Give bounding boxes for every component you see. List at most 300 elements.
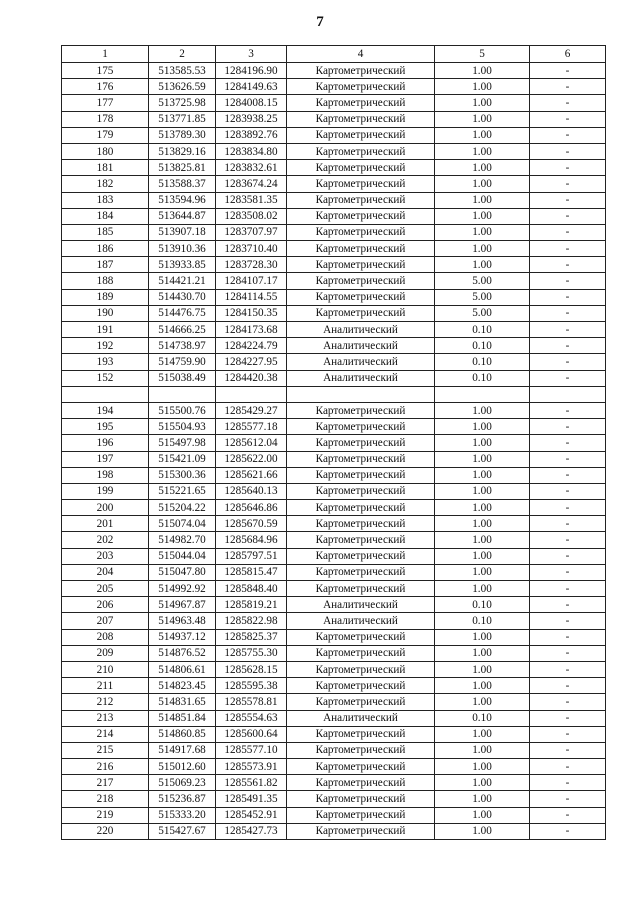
table-cell: Картометрический xyxy=(287,273,435,289)
table-cell: - xyxy=(530,823,606,839)
table-row xyxy=(62,645,606,661)
table-row xyxy=(62,726,606,742)
table-cell: Аналитический xyxy=(287,354,435,370)
table-cell: Картометрический xyxy=(287,160,435,176)
table-cell: 1284420.38 xyxy=(216,370,287,386)
table-cell: 1.00 xyxy=(435,791,530,807)
table-cell: Картометрический xyxy=(287,143,435,159)
table-cell: 1283581.35 xyxy=(216,192,287,208)
group-separator-row xyxy=(62,386,606,402)
table-cell: 1283674.24 xyxy=(216,176,287,192)
table-cell: 1285848.40 xyxy=(216,581,287,597)
table-cell: 0.10 xyxy=(435,370,530,386)
table-cell: Картометрический xyxy=(287,176,435,192)
table-cell: 514860.85 xyxy=(149,726,216,742)
table-row xyxy=(62,467,606,483)
table-cell: 176 xyxy=(62,79,149,95)
table-cell: 1.00 xyxy=(435,160,530,176)
table-cell: 1.00 xyxy=(435,516,530,532)
table-cell: Картометрический xyxy=(287,224,435,240)
table-cell: 1285427.73 xyxy=(216,823,287,839)
table-cell: 1.00 xyxy=(435,111,530,127)
table-row xyxy=(62,143,606,159)
table-row xyxy=(62,661,606,677)
table-cell: - xyxy=(530,338,606,354)
table-cell: 1285684.96 xyxy=(216,532,287,548)
empty-cell xyxy=(62,386,149,402)
table-cell: 5.00 xyxy=(435,273,530,289)
table-cell: 1285600.64 xyxy=(216,726,287,742)
table-cell: 1285429.27 xyxy=(216,402,287,418)
table-row xyxy=(62,419,606,435)
table-row xyxy=(62,564,606,580)
table-cell: 1285452.91 xyxy=(216,807,287,823)
table-cell: 1.00 xyxy=(435,661,530,677)
table-cell: 1.00 xyxy=(435,176,530,192)
table-cell: 514666.25 xyxy=(149,322,216,338)
table-cell: Картометрический xyxy=(287,127,435,143)
table-cell: 182 xyxy=(62,176,149,192)
table-cell: 212 xyxy=(62,694,149,710)
table-cell: - xyxy=(530,710,606,726)
table-cell: 0.10 xyxy=(435,613,530,629)
table-cell: - xyxy=(530,759,606,775)
table-cell: Картометрический xyxy=(287,419,435,435)
table-cell: 1283508.02 xyxy=(216,208,287,224)
table-row xyxy=(62,629,606,645)
table-row xyxy=(62,791,606,807)
table-cell: 1283728.30 xyxy=(216,257,287,273)
table-cell: - xyxy=(530,726,606,742)
table-cell: 1.00 xyxy=(435,402,530,418)
table-row xyxy=(62,451,606,467)
table-cell: 179 xyxy=(62,127,149,143)
table-cell: 1.00 xyxy=(435,241,530,257)
table-cell: Картометрический xyxy=(287,111,435,127)
table-cell: 1284173.68 xyxy=(216,322,287,338)
table-cell: 515038.49 xyxy=(149,370,216,386)
table-cell: Картометрический xyxy=(287,451,435,467)
table-cell: 204 xyxy=(62,564,149,580)
table-cell: - xyxy=(530,807,606,823)
table-cell: - xyxy=(530,224,606,240)
table-cell: 5.00 xyxy=(435,305,530,321)
coordinates-table xyxy=(61,45,606,840)
table-row xyxy=(62,694,606,710)
table-cell: 514982.70 xyxy=(149,532,216,548)
table-cell: 1284008.15 xyxy=(216,95,287,111)
table-row xyxy=(62,338,606,354)
table-cell: 1285621.66 xyxy=(216,467,287,483)
table-cell: 1.00 xyxy=(435,224,530,240)
table-cell: 1.00 xyxy=(435,548,530,564)
table-cell: 515300.36 xyxy=(149,467,216,483)
table-cell: 1.00 xyxy=(435,678,530,694)
table-cell: 1.00 xyxy=(435,467,530,483)
table-cell: - xyxy=(530,597,606,613)
table-cell: - xyxy=(530,419,606,435)
table-cell: 515497.98 xyxy=(149,435,216,451)
table-cell: 515500.76 xyxy=(149,402,216,418)
table-cell: 206 xyxy=(62,597,149,613)
table-cell: Картометрический xyxy=(287,678,435,694)
header-cell: 2 xyxy=(149,46,216,63)
table-cell: 185 xyxy=(62,224,149,240)
table-cell: 1.00 xyxy=(435,192,530,208)
table-cell: Картометрический xyxy=(287,645,435,661)
table-cell: 189 xyxy=(62,289,149,305)
table-cell: 513829.16 xyxy=(149,143,216,159)
table-cell: Картометрический xyxy=(287,63,435,79)
page-number: 7 xyxy=(316,14,324,30)
table-cell: 1284149.63 xyxy=(216,79,287,95)
table-cell: 1284114.55 xyxy=(216,289,287,305)
table-cell: Картометрический xyxy=(287,516,435,532)
table-cell: - xyxy=(530,160,606,176)
table-header-row xyxy=(62,46,606,63)
table-row xyxy=(62,192,606,208)
table-cell: 1285561.82 xyxy=(216,775,287,791)
table-row xyxy=(62,370,606,386)
table-cell: 515074.04 xyxy=(149,516,216,532)
table-row xyxy=(62,548,606,564)
table-cell: 1.00 xyxy=(435,581,530,597)
table-row xyxy=(62,775,606,791)
table-row xyxy=(62,95,606,111)
table-cell: Аналитический xyxy=(287,370,435,386)
table-cell: 513933.85 xyxy=(149,257,216,273)
table-cell: 215 xyxy=(62,742,149,758)
table-cell: 514917.68 xyxy=(149,742,216,758)
table-row xyxy=(62,241,606,257)
table-row xyxy=(62,483,606,499)
table-row xyxy=(62,613,606,629)
empty-cell xyxy=(216,386,287,402)
table-cell: 1.00 xyxy=(435,95,530,111)
table-cell: 0.10 xyxy=(435,338,530,354)
table-cell: - xyxy=(530,79,606,95)
table-cell: - xyxy=(530,176,606,192)
table-cell: 513585.53 xyxy=(149,63,216,79)
table-cell: 1.00 xyxy=(435,823,530,839)
table-cell: 1285670.59 xyxy=(216,516,287,532)
table-cell: 514738.97 xyxy=(149,338,216,354)
table-cell: - xyxy=(530,629,606,645)
table-cell: 194 xyxy=(62,402,149,418)
table-cell: 514967.87 xyxy=(149,597,216,613)
table-cell: 1285573.91 xyxy=(216,759,287,775)
table-cell: 1285577.18 xyxy=(216,419,287,435)
table-cell: Аналитический xyxy=(287,597,435,613)
table-cell: 514759.90 xyxy=(149,354,216,370)
table-cell: 199 xyxy=(62,483,149,499)
table-cell: 210 xyxy=(62,661,149,677)
table-cell: Картометрический xyxy=(287,581,435,597)
table-cell: 1.00 xyxy=(435,629,530,645)
table-cell: 1284196.90 xyxy=(216,63,287,79)
table-cell: 514992.92 xyxy=(149,581,216,597)
table-cell: - xyxy=(530,532,606,548)
table-cell: 515421.09 xyxy=(149,451,216,467)
table-cell: Картометрический xyxy=(287,726,435,742)
table-cell: 0.10 xyxy=(435,354,530,370)
table-row xyxy=(62,176,606,192)
table-cell: 187 xyxy=(62,257,149,273)
table-cell: Картометрический xyxy=(287,289,435,305)
table-cell: 177 xyxy=(62,95,149,111)
table-cell: - xyxy=(530,241,606,257)
table-row xyxy=(62,257,606,273)
header-cell: 3 xyxy=(216,46,287,63)
header-cell: 6 xyxy=(530,46,606,63)
table-row xyxy=(62,354,606,370)
table-cell: 1.00 xyxy=(435,451,530,467)
table-cell: 200 xyxy=(62,500,149,516)
table-cell: 1.00 xyxy=(435,694,530,710)
table-cell: - xyxy=(530,370,606,386)
table-cell: 514851.84 xyxy=(149,710,216,726)
table-cell: 513910.36 xyxy=(149,241,216,257)
table-cell: 513789.30 xyxy=(149,127,216,143)
table-cell: 1.00 xyxy=(435,726,530,742)
table-cell: 1285755.30 xyxy=(216,645,287,661)
table-row xyxy=(62,305,606,321)
table-cell: Картометрический xyxy=(287,759,435,775)
table-cell: 197 xyxy=(62,451,149,467)
table-cell: 1285797.51 xyxy=(216,548,287,564)
header-cell: 1 xyxy=(62,46,149,63)
table-cell: 183 xyxy=(62,192,149,208)
table-cell: Картометрический xyxy=(287,694,435,710)
table-cell: 1.00 xyxy=(435,564,530,580)
table-cell: 1.00 xyxy=(435,742,530,758)
table-cell: 1.00 xyxy=(435,257,530,273)
table-cell: - xyxy=(530,127,606,143)
table-cell: Картометрический xyxy=(287,467,435,483)
empty-cell xyxy=(149,386,216,402)
table-cell: 1284224.79 xyxy=(216,338,287,354)
table-cell: - xyxy=(530,467,606,483)
table-cell: 218 xyxy=(62,791,149,807)
table-cell: 1285595.38 xyxy=(216,678,287,694)
table-row xyxy=(62,581,606,597)
table-cell: Аналитический xyxy=(287,322,435,338)
table-cell: 186 xyxy=(62,241,149,257)
table-cell: 1285646.86 xyxy=(216,500,287,516)
table-cell: 216 xyxy=(62,759,149,775)
table-cell: 1285640.13 xyxy=(216,483,287,499)
table-row xyxy=(62,402,606,418)
table-cell: 201 xyxy=(62,516,149,532)
table-cell: - xyxy=(530,451,606,467)
table-cell: 211 xyxy=(62,678,149,694)
table-row xyxy=(62,127,606,143)
table-cell: 514831.65 xyxy=(149,694,216,710)
table-row xyxy=(62,678,606,694)
table-row xyxy=(62,79,606,95)
table-row xyxy=(62,435,606,451)
table-cell: - xyxy=(530,322,606,338)
table-cell: 1.00 xyxy=(435,208,530,224)
table-row xyxy=(62,823,606,839)
table-cell: 1283892.76 xyxy=(216,127,287,143)
table-cell: Картометрический xyxy=(287,500,435,516)
table-cell: - xyxy=(530,305,606,321)
table-cell: Аналитический xyxy=(287,613,435,629)
table-cell: 514806.61 xyxy=(149,661,216,677)
table-cell: 217 xyxy=(62,775,149,791)
table-cell: 1283707.97 xyxy=(216,224,287,240)
table-cell: - xyxy=(530,435,606,451)
table-cell: Картометрический xyxy=(287,192,435,208)
table-row xyxy=(62,742,606,758)
table-cell: 152 xyxy=(62,370,149,386)
table-cell: 515221.65 xyxy=(149,483,216,499)
table-cell: 1.00 xyxy=(435,532,530,548)
table-cell: Картометрический xyxy=(287,483,435,499)
table-cell: - xyxy=(530,613,606,629)
table-cell: 213 xyxy=(62,710,149,726)
table-cell: 1.00 xyxy=(435,435,530,451)
table-cell: Картометрический xyxy=(287,564,435,580)
table-cell: 190 xyxy=(62,305,149,321)
table-cell: 514876.52 xyxy=(149,645,216,661)
table-cell: 219 xyxy=(62,807,149,823)
table-row xyxy=(62,63,606,79)
table-cell: 1284107.17 xyxy=(216,273,287,289)
table-cell: - xyxy=(530,483,606,499)
table-cell: Картометрический xyxy=(287,208,435,224)
table-cell: 0.10 xyxy=(435,322,530,338)
table-cell: 1284150.35 xyxy=(216,305,287,321)
table-cell: 1285491.35 xyxy=(216,791,287,807)
table-cell: 1285815.47 xyxy=(216,564,287,580)
table-cell: 1.00 xyxy=(435,419,530,435)
table-cell: - xyxy=(530,661,606,677)
table-cell: - xyxy=(530,257,606,273)
table-cell: 1285578.81 xyxy=(216,694,287,710)
table-cell: - xyxy=(530,143,606,159)
table-cell: 195 xyxy=(62,419,149,435)
table-cell: - xyxy=(530,500,606,516)
table-cell: - xyxy=(530,791,606,807)
table-cell: 515069.23 xyxy=(149,775,216,791)
table-cell: Картометрический xyxy=(287,548,435,564)
table-cell: 515012.60 xyxy=(149,759,216,775)
table-row xyxy=(62,322,606,338)
table-cell: 202 xyxy=(62,532,149,548)
table-cell: 205 xyxy=(62,581,149,597)
table-cell: 1283938.25 xyxy=(216,111,287,127)
table-cell: Картометрический xyxy=(287,775,435,791)
table-cell: 207 xyxy=(62,613,149,629)
table-cell: - xyxy=(530,192,606,208)
table-row xyxy=(62,160,606,176)
table-cell: 178 xyxy=(62,111,149,127)
table-cell: 1284227.95 xyxy=(216,354,287,370)
table-cell: 1283834.80 xyxy=(216,143,287,159)
table-cell: Картометрический xyxy=(287,823,435,839)
table-cell: 1285822.98 xyxy=(216,613,287,629)
table-cell: Картометрический xyxy=(287,661,435,677)
table-cell: Картометрический xyxy=(287,791,435,807)
table-row xyxy=(62,500,606,516)
table-cell: Картометрический xyxy=(287,241,435,257)
table-cell: 1.00 xyxy=(435,79,530,95)
table-cell: 513626.59 xyxy=(149,79,216,95)
table-cell: 515044.04 xyxy=(149,548,216,564)
table-cell: 1285554.63 xyxy=(216,710,287,726)
header-cell: 4 xyxy=(287,46,435,63)
table-cell: 188 xyxy=(62,273,149,289)
table-cell: Картометрический xyxy=(287,532,435,548)
table-cell: 514476.75 xyxy=(149,305,216,321)
table-cell: 515236.87 xyxy=(149,791,216,807)
table-cell: 208 xyxy=(62,629,149,645)
table-cell: - xyxy=(530,208,606,224)
table-cell: Картометрический xyxy=(287,305,435,321)
table-cell: - xyxy=(530,564,606,580)
table-cell: 5.00 xyxy=(435,289,530,305)
table-cell: - xyxy=(530,273,606,289)
table-cell: Аналитический xyxy=(287,338,435,354)
table-cell: Картометрический xyxy=(287,629,435,645)
table-row xyxy=(62,807,606,823)
table-cell: 1285622.00 xyxy=(216,451,287,467)
table-cell: 514937.12 xyxy=(149,629,216,645)
table-cell: - xyxy=(530,742,606,758)
empty-cell xyxy=(530,386,606,402)
table-cell: 515504.93 xyxy=(149,419,216,435)
table-cell: 1.00 xyxy=(435,645,530,661)
table-cell: 515204.22 xyxy=(149,500,216,516)
table-row xyxy=(62,532,606,548)
table-cell: 513907.18 xyxy=(149,224,216,240)
table-row xyxy=(62,759,606,775)
table-cell: 175 xyxy=(62,63,149,79)
table-row xyxy=(62,224,606,240)
table-row xyxy=(62,597,606,613)
table-cell: 513825.81 xyxy=(149,160,216,176)
table-cell: - xyxy=(530,402,606,418)
table-row xyxy=(62,516,606,532)
table-cell: - xyxy=(530,289,606,305)
table-cell: 1.00 xyxy=(435,807,530,823)
table-cell: - xyxy=(530,354,606,370)
table-row xyxy=(62,208,606,224)
table-cell: 180 xyxy=(62,143,149,159)
table-cell: 513644.87 xyxy=(149,208,216,224)
table-cell: 515333.20 xyxy=(149,807,216,823)
table-cell: Картометрический xyxy=(287,807,435,823)
table-cell: 198 xyxy=(62,467,149,483)
table-cell: - xyxy=(530,694,606,710)
table-cell: 1285628.15 xyxy=(216,661,287,677)
table-cell: - xyxy=(530,95,606,111)
table-cell: 1.00 xyxy=(435,500,530,516)
table-cell: 1.00 xyxy=(435,483,530,499)
table-cell: 1285819.21 xyxy=(216,597,287,613)
table-cell: - xyxy=(530,775,606,791)
table-cell: - xyxy=(530,581,606,597)
table-cell: 515427.67 xyxy=(149,823,216,839)
table-cell: - xyxy=(530,63,606,79)
table-row xyxy=(62,111,606,127)
table-cell: - xyxy=(530,645,606,661)
table-cell: 0.10 xyxy=(435,710,530,726)
table-cell: 191 xyxy=(62,322,149,338)
table-row xyxy=(62,710,606,726)
